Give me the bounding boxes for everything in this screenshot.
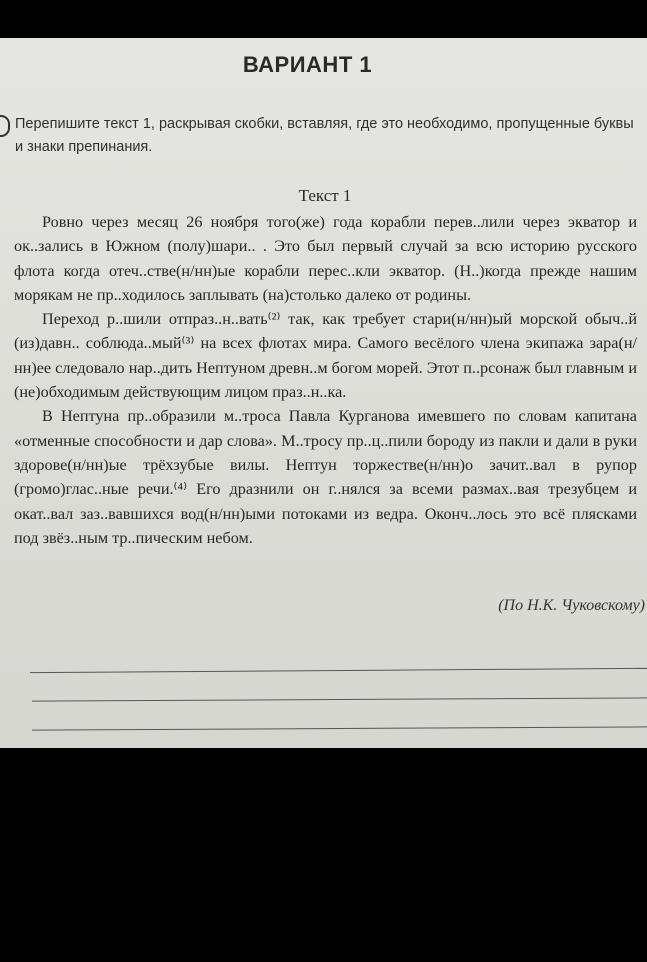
paragraph-2: Переход р..шили отпраз..н..вать⁽²⁾ так, как требует стари(н/нн)ый морской обыч..й (из)давн.. соблюда..мый⁽³⁾ на всех флотах мира. Самого весёлого члена экипажа зара(н/нн)ее следовало нар..дить Нептуном древн..м богом морей. Этот п..рсонаж был главным и (не)обходимым действующим лицом праз..н..ка. [14, 310, 637, 402]
textbook-page [0, 38, 647, 748]
exercise-text [14, 210, 637, 550]
answer-line [32, 697, 647, 701]
task-number-bracket [0, 115, 10, 137]
paragraph-3: В Нептуна пр..образили м..троса Павла Курганова имевшего по словам капитана «отменные способности и дар слова». М..тросу пр..ц..пили бороду из пакли и дали в руки здорове(н/нн)ые трёхзубые вилы. Нептун торжестве(н/нн)о зачит..вал в рупор (громо)глас..ные речи.⁽⁴⁾ Его дразнили он г..нялся за всеми размах..вая трезубцем и окат..вал заз..вавшихся вод(н/нн)ыми потоками из ведра. Оконч..лось это всё плясками под звёз..ным тр..пическим небом. [14, 407, 637, 547]
answer-line [30, 668, 647, 673]
answer-line [32, 726, 647, 730]
paragraph-1: Ровно через месяц 26 ноября того(же) года корабли перев..лили через экватор и ок..зались в Южном (полу)шари.. . Это был первый случай за всю историю русского флота когда отеч..стве(н/нн)ые корабли перес..кли экватор. (Н..)когда прежде нашим морякам не пр..ходилось заплывать (на)столько далеко от родины. [14, 213, 637, 304]
task-instruction: Перепишите текст 1, раскрывая скобки, вставляя, где это необходимо, пропущенные буквы и знаки препинания. [15, 116, 634, 155]
text-heading: Текст 1 [298, 186, 352, 205]
author-attribution: (По Н.К. Чуковскому) [498, 597, 645, 614]
page-title: ВАРИАНТ 1 [242, 52, 373, 77]
